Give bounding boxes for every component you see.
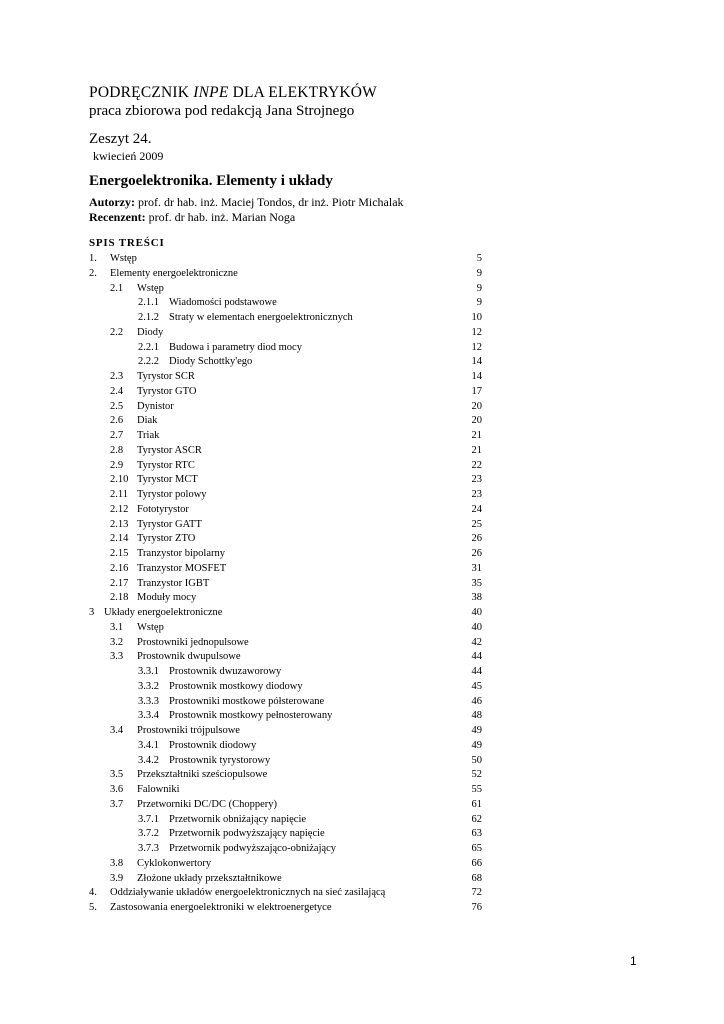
toc-entry-number: 2.16	[110, 562, 129, 574]
toc-entry-label: Elementy energoelektroniczne	[110, 267, 238, 279]
toc-entry	[0, 767, 724, 782]
toc-entry	[0, 679, 724, 694]
toc-entry	[0, 487, 724, 502]
toc-entry-page: 10	[471, 312, 482, 323]
editor-line: praca zbiorowa pod redakcją Jana Strojnego	[89, 103, 355, 119]
toc-entry-page: 76	[471, 902, 482, 914]
reviewer-label: Recenzent:	[89, 210, 146, 224]
toc-entry-page: 9	[476, 267, 482, 279]
toc-entry-page: 42	[471, 636, 482, 648]
toc-entry-page: 49	[471, 739, 482, 751]
toc-entry-number: 2.	[89, 267, 97, 279]
toc-entry-number: 3.9	[110, 872, 124, 884]
reviewer-line	[89, 210, 295, 225]
toc-entry-label: Zastosowania energoelektroniki w elektroenergetyce	[110, 902, 332, 914]
toc-entry	[0, 871, 724, 886]
toc-entry-page: 44	[471, 651, 482, 663]
toc-entry-page: 22	[471, 459, 482, 471]
toc-entry-page: 63	[471, 828, 482, 840]
toc-entry-number: 2.14	[110, 533, 129, 545]
toc-entry-page: 72	[471, 887, 482, 899]
toc-entry-number: 3.4.1	[138, 739, 159, 751]
toc-entry	[0, 325, 724, 340]
authors-label: Autorzy:	[89, 195, 135, 209]
toc-entry	[0, 797, 724, 812]
toc-entry-label: Przetwornik podwyższający napięcie	[169, 828, 325, 840]
toc-entry-page: 5	[476, 253, 482, 264]
toc-entry	[0, 310, 724, 325]
toc-entry-number: 3.3	[110, 651, 124, 663]
toc-entry-number: 2.12	[110, 503, 129, 515]
toc-entry	[0, 782, 724, 797]
toc-entry	[0, 605, 724, 620]
toc-entry-number: 2.5	[110, 400, 124, 412]
toc-entry-number: 3.5	[110, 769, 124, 781]
toc-entry-label: Tranzystor bipolarny	[137, 548, 225, 559]
toc-entry	[0, 856, 724, 871]
toc-entry-page: 23	[471, 489, 482, 500]
toc-entry-number: 2.6	[110, 415, 124, 427]
toc-entry-number: 3.4.2	[138, 754, 159, 766]
toc-entry-number: 2.7	[110, 430, 124, 441]
toc-entry-number: 2.1.1	[138, 297, 159, 309]
toc-entry-page: 31	[471, 562, 482, 574]
toc-entry-page: 9	[476, 297, 482, 309]
toc-entry	[0, 723, 724, 738]
toc-entry-page: 23	[471, 474, 482, 486]
document-title: Energoelektronika. Elementy i układy	[89, 173, 333, 189]
toc-entry-number: 3.7.1	[138, 813, 159, 825]
toc-entry-number: 4.	[89, 887, 97, 899]
toc-entry-label: Tyrystor MCT	[137, 474, 198, 486]
toc-entry-label: Tyrystor polowy	[137, 489, 207, 500]
toc-entry-number: 3.3.1	[138, 666, 159, 677]
toc-entry-label: Złożone układy przekształtnikowe	[137, 872, 282, 884]
toc-entry-number: 2.17	[110, 577, 129, 589]
toc-entry-page: 17	[471, 385, 482, 397]
toc-entry-label: Diody	[137, 326, 164, 338]
handbook-title-prefix: PODRĘCZNIK	[89, 84, 194, 101]
toc-entry-label: Diak	[137, 415, 158, 427]
toc-entry-label: Układy energoelektroniczne	[104, 607, 223, 618]
toc-entry-number: 3.3.3	[138, 695, 159, 707]
toc-entry-number: 3	[89, 607, 95, 618]
toc-entry-number: 3.2	[110, 636, 124, 648]
issue-number: Zeszyt 24.	[89, 131, 152, 147]
toc-entry-label: Wstęp	[110, 253, 137, 264]
toc-entry	[0, 531, 724, 546]
toc-entry-page: 38	[471, 592, 482, 604]
toc-entry-label: Tranzystor IGBT	[137, 577, 210, 589]
toc-entry-page: 55	[471, 784, 482, 795]
toc-entry-number: 3.3.2	[138, 680, 159, 692]
toc-entry-number: 2.8	[110, 444, 124, 456]
toc-entry	[0, 694, 724, 709]
toc-entry-number: 2.2.2	[138, 356, 159, 368]
toc-entry-page: 61	[471, 798, 482, 810]
toc-entry-label: Tyrystor RTC	[137, 459, 195, 471]
toc-entry-label: Prostownik tyrystorowy	[169, 754, 271, 766]
toc-entry	[0, 635, 724, 650]
toc-entry-page: 26	[471, 548, 482, 559]
toc-entry	[0, 841, 724, 856]
toc-entry-page: 9	[476, 282, 482, 294]
toc-entry-number: 2.10	[110, 474, 129, 486]
toc-entry-label: Tyrystor ASCR	[137, 444, 202, 456]
toc-entry-number: 2.2.1	[138, 341, 159, 353]
toc-entry-number: 3.7.3	[138, 843, 159, 854]
toc-entry-page: 66	[471, 857, 482, 869]
toc-entry	[0, 443, 724, 458]
toc-entry-number: 3.6	[110, 784, 124, 795]
toc-entry-page: 46	[471, 695, 482, 707]
toc-entry	[0, 900, 724, 915]
toc-entry-label: Prostowniki mostkowe półsterowane	[169, 695, 325, 707]
toc-entry-number: 1.	[89, 253, 97, 264]
toc-entry-page: 62	[471, 813, 482, 825]
toc-entry-number: 3.7.2	[138, 828, 159, 840]
toc-entry-label: Fototyrystor	[137, 503, 189, 515]
toc-entry-label: Prostownik mostkowy pełnosterowany	[169, 710, 333, 722]
toc-entry-label: Tyrystor GTO	[137, 385, 197, 397]
toc-heading: SPIS TREŚCI	[89, 237, 165, 249]
toc-entry-page: 44	[471, 666, 482, 677]
toc-entry	[0, 354, 724, 369]
issue-date: kwiecień 2009	[93, 149, 164, 163]
toc-entry-label: Prostowniki jednopulsowe	[137, 636, 249, 648]
authors-value: prof. dr hab. inż. Maciej Tondos, dr inż. Piotr Michalak	[134, 195, 404, 209]
toc-entry	[0, 399, 724, 414]
toc-entry	[0, 295, 724, 310]
toc-entry-page: 68	[471, 872, 482, 884]
toc-entry-page: 20	[471, 400, 482, 412]
toc-entry	[0, 885, 724, 900]
handbook-title-suffix: DLA ELEKTRYKÓW	[228, 84, 378, 101]
page-number: 1	[630, 954, 637, 968]
toc-entry-label: Prostownik dwupulsowe	[137, 651, 241, 663]
toc-entry-label: Dynistor	[137, 400, 174, 412]
toc-entry-page: 48	[471, 710, 482, 722]
toc-entry-label: Cyklokonwertory	[137, 857, 212, 869]
toc-entry-number: 3.8	[110, 857, 124, 869]
toc-entry-page: 50	[471, 754, 482, 766]
toc-entry-number: 3.4	[110, 725, 124, 736]
toc-entry-page: 12	[471, 326, 482, 338]
toc-entry-number: 2.15	[110, 548, 129, 559]
toc-entry	[0, 266, 724, 281]
toc-entry-label: Prostownik dwuzaworowy	[169, 666, 282, 677]
toc-entry-page: 24	[471, 503, 482, 515]
toc-entry-page: 49	[471, 725, 482, 736]
toc-entry-label: Przetworniki DC/DC (Choppery)	[137, 798, 277, 810]
toc-entry-number: 5.	[89, 902, 97, 914]
toc-entry-label: Tyrystor GATT	[137, 518, 202, 530]
toc-entry-page: 21	[471, 444, 482, 456]
toc-entry	[0, 664, 724, 679]
toc-entry-number: 2.1	[110, 282, 124, 294]
toc-entry-page: 21	[471, 430, 482, 441]
toc-entry-page: 25	[471, 518, 482, 530]
toc-entry	[0, 708, 724, 723]
toc-entry	[0, 590, 724, 605]
toc-entry-label: Oddziaływanie układów energoelektronicznych na sieć zasilającą	[110, 887, 386, 899]
toc-entry	[0, 502, 724, 517]
reviewer-value: prof. dr hab. inż. Marian Noga	[145, 210, 296, 224]
toc-entry	[0, 472, 724, 487]
authors-line	[89, 195, 404, 210]
toc-entry	[0, 413, 724, 428]
toc-entry-page: 26	[471, 533, 482, 545]
toc-entry-label: Tranzystor MOSFET	[137, 562, 227, 574]
toc-entry-label: Przetwornik obniżający napięcie	[169, 813, 307, 825]
toc-entry-label: Przetwornik podwyższająco-obniżający	[169, 843, 337, 854]
toc-entry-number: 2.13	[110, 518, 129, 530]
toc-entry-page: 14	[471, 371, 482, 382]
toc-entry-number: 2.1.2	[138, 312, 159, 323]
toc-entry	[0, 546, 724, 561]
toc-entry-page: 14	[471, 356, 482, 368]
toc-entry-label: Tyrystor SCR	[137, 371, 195, 382]
toc-entry-label: Wiadomości podstawowe	[169, 297, 277, 309]
toc-entry-label: Wstęp	[137, 621, 164, 633]
toc-entry-number: 3.7	[110, 798, 124, 810]
handbook-title	[89, 84, 377, 102]
toc-entry	[0, 561, 724, 576]
toc-entry-page: 20	[471, 415, 482, 427]
toc-entry	[0, 458, 724, 473]
toc-entry-label: Prostownik diodowy	[169, 739, 257, 751]
toc-entry-page: 35	[471, 577, 482, 589]
toc-entry-number: 2.2	[110, 326, 124, 338]
toc-entry	[0, 826, 724, 841]
toc-entry	[0, 812, 724, 827]
handbook-title-italic: INPE	[193, 84, 229, 101]
toc-entry-number: 2.9	[110, 459, 124, 471]
toc-entry	[0, 517, 724, 532]
toc-entry	[0, 428, 724, 443]
toc-entry	[0, 384, 724, 399]
toc-entry-label: Tyrystor ZTO	[137, 533, 196, 545]
toc-entry	[0, 753, 724, 768]
toc-entry	[0, 369, 724, 384]
toc-entry-page: 65	[471, 843, 482, 854]
toc-entry-number: 2.4	[110, 385, 124, 397]
toc-entry-page: 45	[471, 680, 482, 692]
toc-entry-page: 40	[471, 607, 482, 618]
toc-entry-number: 3.1	[110, 621, 124, 633]
toc-entry-label: Prostownik mostkowy diodowy	[169, 680, 303, 692]
toc-entry	[0, 576, 724, 591]
toc-entry-label: Prostowniki trójpulsowe	[137, 725, 240, 736]
toc-entry	[0, 620, 724, 635]
toc-entry	[0, 738, 724, 753]
toc-entry	[0, 649, 724, 664]
toc-entry-number: 2.11	[110, 489, 128, 500]
toc-entry-label: Falowniki	[137, 784, 180, 795]
toc-entry-label: Diody Schottky'ego	[169, 356, 253, 368]
toc-entry-page: 52	[471, 769, 482, 781]
toc-entry-number: 2.3	[110, 371, 124, 382]
toc-entry-number: 3.3.4	[138, 710, 159, 722]
toc-entry	[0, 340, 724, 355]
toc-entry-label: Straty w elementach energoelektronicznych	[169, 312, 353, 323]
toc-entry	[0, 281, 724, 296]
toc-entry-label: Budowa i parametry diod mocy	[169, 341, 302, 353]
toc-entry-label: Triak	[137, 430, 160, 441]
toc-entry-label: Przekształtniki sześciopulsowe	[137, 769, 268, 781]
toc-entry-page: 12	[471, 341, 482, 353]
toc-entry-number: 2.18	[110, 592, 129, 604]
toc-entry	[0, 251, 724, 266]
toc-entry-label: Moduły mocy	[137, 592, 197, 604]
toc-entry-page: 40	[471, 621, 482, 633]
toc-entry-label: Wstęp	[137, 282, 164, 294]
